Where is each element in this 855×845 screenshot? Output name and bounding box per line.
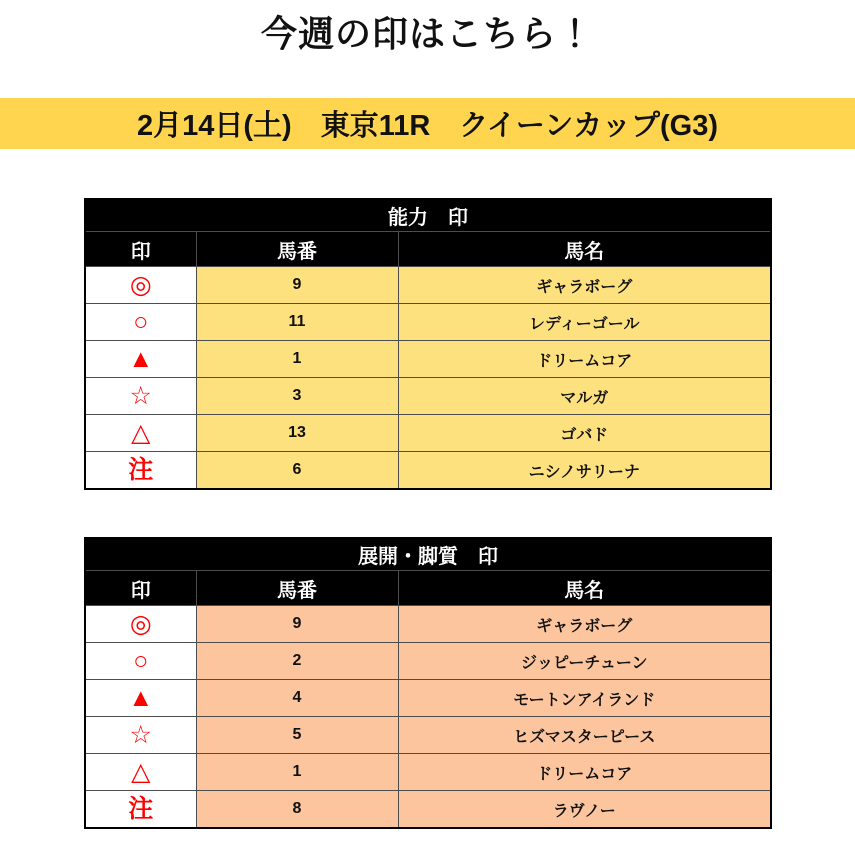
number-cell: 2 <box>196 643 398 680</box>
table-row <box>85 415 771 452</box>
col-header-number: 馬番 <box>196 232 398 267</box>
col-header-number: 馬番 <box>196 571 398 606</box>
table-row <box>85 341 771 378</box>
mark-cell: ◎ <box>85 606 196 643</box>
table-row <box>85 680 771 717</box>
mark-cell: ▲ <box>85 341 196 378</box>
table-row <box>85 606 771 643</box>
name-cell: ゴバド <box>398 415 771 452</box>
name-cell: マルガ <box>398 378 771 415</box>
number-cell: 1 <box>196 341 398 378</box>
name-cell: ジッピーチューン <box>398 643 771 680</box>
table-row <box>85 791 771 829</box>
mark-cell: △ <box>85 415 196 452</box>
name-cell: ギャラボーグ <box>398 606 771 643</box>
table-row <box>85 378 771 415</box>
table-row <box>85 267 771 304</box>
name-cell: ドリームコア <box>398 341 771 378</box>
name-cell: ラヴノー <box>398 791 771 829</box>
table-row <box>85 643 771 680</box>
mark-cell: ◎ <box>85 267 196 304</box>
number-cell: 1 <box>196 754 398 791</box>
number-cell: 9 <box>196 606 398 643</box>
tables-container <box>0 198 855 829</box>
number-cell: 8 <box>196 791 398 829</box>
name-cell: ドリームコア <box>398 754 771 791</box>
race-banner: 2月14日(土) 東京11R クイーンカップ(G3) <box>0 98 855 149</box>
table-row <box>85 717 771 754</box>
table-title: 展開・脚質 印 <box>85 538 771 571</box>
table-title-row <box>85 199 771 232</box>
table-row <box>85 754 771 791</box>
mark-cell: 注 <box>85 791 196 829</box>
table-row <box>85 452 771 490</box>
number-cell: 11 <box>196 304 398 341</box>
table-title: 能力 印 <box>85 199 771 232</box>
number-cell: 4 <box>196 680 398 717</box>
table-row <box>85 304 771 341</box>
page-title: 今週の印はこちら！ <box>260 13 594 54</box>
table-header-row <box>85 571 771 606</box>
mark-cell: ○ <box>85 643 196 680</box>
mark-cell: △ <box>85 754 196 791</box>
mark-cell: ☆ <box>85 717 196 754</box>
number-cell: 13 <box>196 415 398 452</box>
name-cell: ギャラボーグ <box>398 267 771 304</box>
name-cell: ヒズマスターピース <box>398 717 771 754</box>
name-cell: レディーゴール <box>398 304 771 341</box>
col-header-mark: 印 <box>85 232 196 267</box>
number-cell: 9 <box>196 267 398 304</box>
number-cell: 6 <box>196 452 398 490</box>
mark-cell: 注 <box>85 452 196 490</box>
number-cell: 5 <box>196 717 398 754</box>
col-header-name: 馬名 <box>398 571 771 606</box>
mark-cell: ☆ <box>85 378 196 415</box>
table-title-row <box>85 538 771 571</box>
mark-table <box>84 198 772 490</box>
number-cell: 3 <box>196 378 398 415</box>
mark-table <box>84 537 772 829</box>
table-header-row <box>85 232 771 267</box>
mark-cell: ▲ <box>85 680 196 717</box>
name-cell: ニシノサリーナ <box>398 452 771 490</box>
mark-cell: ○ <box>85 304 196 341</box>
col-header-name: 馬名 <box>398 232 771 267</box>
col-header-mark: 印 <box>85 571 196 606</box>
name-cell: モートンアイランド <box>398 680 771 717</box>
